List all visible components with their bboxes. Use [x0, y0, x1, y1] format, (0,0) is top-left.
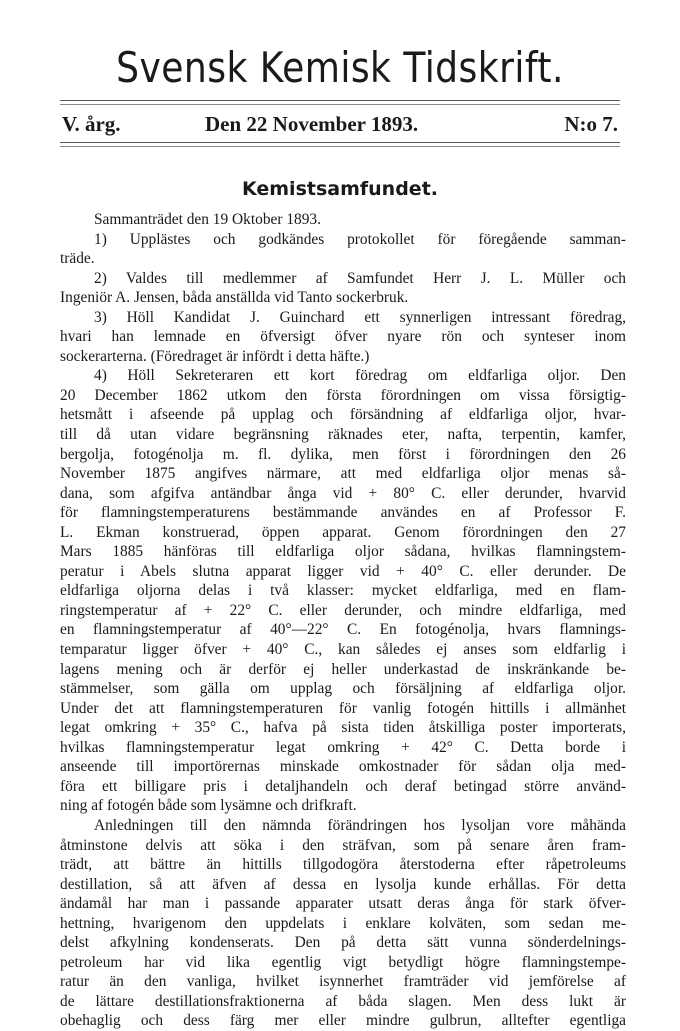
text-line: hettning, hvarigenom den uppdelats i enklare kolväten, som sedan me- [60, 914, 626, 932]
text-line: ning af fotogén både som lysämne och drifkraft. [60, 797, 357, 815]
issue-number: N:o 7. [564, 112, 618, 136]
text-line: delst afkylning kondenserats. Den på detta sätt vunna sönderdelnings- [60, 934, 626, 952]
issue-date: Den 22 November 1893. [205, 112, 419, 136]
article-body [60, 210, 626, 1031]
text-line: anseende till importörernas minskade omkostnader för sådan olja med- [60, 758, 626, 776]
text-line: för flamningstemperaturens bestämmande användes en af Professor F. [60, 504, 626, 522]
issue-rule-bottom-inner [60, 146, 620, 147]
text-line: en flamningstemperatur af 40°—22° C. En fotogénolja, hvars flamnings- [60, 621, 626, 639]
text-line: 3) Höll Kandidat J. Guinchard ett synnerligen intressant föredrag, [94, 308, 626, 326]
text-line: November 1875 angifves närmare, att med eldfarliga oljor menas så- [60, 465, 626, 483]
text-line: Ingeniör A. Jensen, båda anställda vid Tanto sockerbruk. [60, 289, 409, 307]
text-line: träde. [60, 250, 95, 268]
text-line: hvari han lemnade en öfversigt öfver nyare rön och synteser inom [60, 328, 626, 346]
text-line: temparatur ligger öfver + 40° C., kan således ej anses som eldfarlig i [60, 641, 626, 659]
section-title: Kemistsamfundet. [241, 178, 438, 200]
issue-rule-bottom [60, 142, 620, 143]
text-line: Sammanträdet den 19 Oktober 1893. [94, 211, 321, 228]
masthead-rule-top-inner [60, 104, 620, 105]
text-line: de lättare destillationsfraktionerna af båda slagen. Men dess lukt är [60, 992, 626, 1010]
text-line: Anledningen till den nämnda förändringen hos lysoljan vore måhända [94, 816, 626, 834]
text-line: 2) Valdes till medlemmer af Samfundet Herr J. L. Müller och [94, 269, 626, 287]
text-line: obehaglig och dess färg mer eller mindre gulbrun, alltefter egentliga [60, 1012, 626, 1030]
issue-line [60, 111, 620, 137]
volume-label: V. årg. [62, 112, 121, 136]
text-line: trädt, att bättre än hittills tillgodogöra återstoderna efter råpetroleums [60, 856, 626, 874]
text-line: L. Ekman konstruerad, öppen apparat. Genom förordningen den 27 [60, 523, 626, 541]
text-line: destillation, så att äfven af dessa en lysolja kunde erhållas. För detta [60, 875, 626, 893]
text-line: 4) Höll Sekreteraren ett kort föredrag om eldfarliga oljor. Den [94, 367, 626, 385]
text-line: hvilkas flamningstemperatur legat omkring + 42° C. Detta borde i [60, 738, 626, 756]
text-line: ringstemperatur af + 22° C. eller derunder, och mindre eldfarliga, med [60, 601, 626, 619]
journal-title: Svensk Kemisk Tidskrift. [116, 43, 564, 92]
text-line: peratur i Abels slutna apparat ligger vid + 40° C. eller derunder. De [60, 562, 626, 580]
text-line: lagens mening och är derför ej heller underkastad de inskränkande be- [60, 660, 626, 678]
text-line: stämmelser, som gälla om upplag och försäljning af eldfarliga oljor. [60, 680, 626, 698]
text-line: ändamål har man i passande apparater utsatt deras ånga för stark öfver- [60, 895, 626, 913]
text-line: bergolja, fotogénolja m. fl. dylika, men först i förordningen den 26 [60, 445, 626, 463]
text-line: åtminstone delvis att söka i den sträfvan, som på senare åren fram- [60, 836, 626, 854]
text-line: föra ett billigare pris i detaljhandeln och deraf betingad större använd- [60, 777, 626, 795]
text-line: Under det att flamningstemperaturen för vanlig fotogén hittills i allmänhet [60, 699, 626, 717]
text-line: ratur än den vanliga, hvilket isynnerhet framträder vid jemförelse af [60, 973, 626, 991]
text-line: dana, som afgifva antändbar ånga vid + 80° C. eller derunder, hvarvid [60, 484, 626, 502]
text-line: legat omkring + 35° C., hafva på sista tiden åtskilliga poster importerats, [60, 719, 626, 737]
text-line: 20 December 1862 utkom den första förordningen om vissa försigtig- [60, 386, 626, 404]
text-line: petroleum har vid lika egentlig vigt betydligt högre flamningstempe- [60, 953, 626, 971]
text-line: 1) Upplästes och godkändes protokollet för föregående samman- [94, 230, 626, 248]
text-line: eldfarliga oljorna delas i två klasser: mycket eldfarliga, med en flam- [60, 582, 626, 600]
text-line: sockerarterna. (Föredraget är infördt i detta häfte.) [60, 347, 370, 365]
text-line: Mars 1885 hänföras till eldfarliga oljor sådana, hvilkas flamningstem- [60, 543, 626, 561]
masthead-rule-top [60, 100, 620, 101]
text-line: hetsmått i afseende på upplag och försändning af eldfarliga oljor, hvar- [60, 406, 626, 424]
text-line: till då utan vidare begränsning räknades eter, nafta, terpentin, kamfer, [60, 426, 626, 444]
